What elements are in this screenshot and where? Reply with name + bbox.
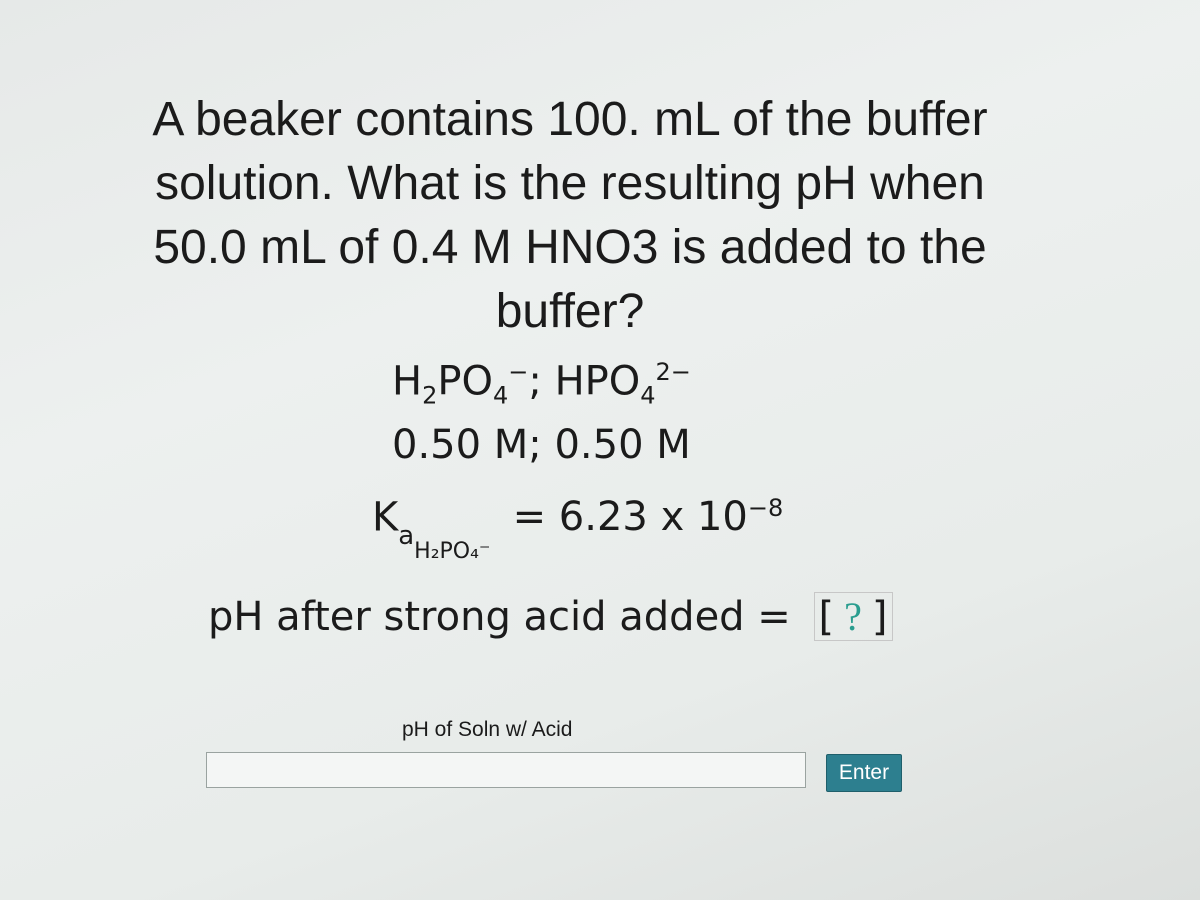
buffer-concentrations: 0.50 M; 0.50 M <box>392 422 691 468</box>
question-line: buffer? <box>495 285 645 338</box>
question-line: A beaker contains 100. mL of the buffer <box>152 93 988 146</box>
species-a-subscript-2: 4 <box>492 381 509 410</box>
species-a-subscript: 2 <box>422 381 438 410</box>
species-a-charge: − <box>508 358 529 386</box>
buffer-species <box>392 358 691 409</box>
species-a: H <box>392 358 423 405</box>
species-a-rest: PO <box>437 358 493 405</box>
ph-answer-input[interactable] <box>206 752 806 788</box>
answer-placeholder[interactable] <box>814 592 893 641</box>
species-b-subscript: 4 <box>640 381 656 410</box>
species-b-charge: 2− <box>655 358 691 386</box>
bracket-close: ] <box>871 594 888 640</box>
answer-prompt <box>208 592 893 641</box>
question-mark: ? <box>834 594 872 639</box>
species-separator: ; <box>528 358 555 405</box>
prompt-text: pH after strong acid added = <box>208 594 804 640</box>
bracket-open: [ <box>818 594 835 640</box>
ka-exponent: −8 <box>747 494 784 522</box>
ka-expression <box>372 494 784 565</box>
ka-value: = 6.23 x 10 <box>512 494 748 541</box>
question-line: 50.0 mL of 0.4 M HNO3 is added to the <box>153 221 987 274</box>
question-text <box>60 88 1080 344</box>
enter-button[interactable]: Enter <box>826 754 902 792</box>
ka-subscript-species: H₂PO₄⁻ <box>414 539 491 565</box>
ka-subscript-a: a <box>398 521 415 552</box>
question-line: solution. What is the resulting pH when <box>155 157 985 210</box>
answer-field-label: pH of Soln w/ Acid <box>402 718 573 741</box>
ka-symbol: K <box>372 494 399 541</box>
species-b: HPO <box>554 358 641 405</box>
